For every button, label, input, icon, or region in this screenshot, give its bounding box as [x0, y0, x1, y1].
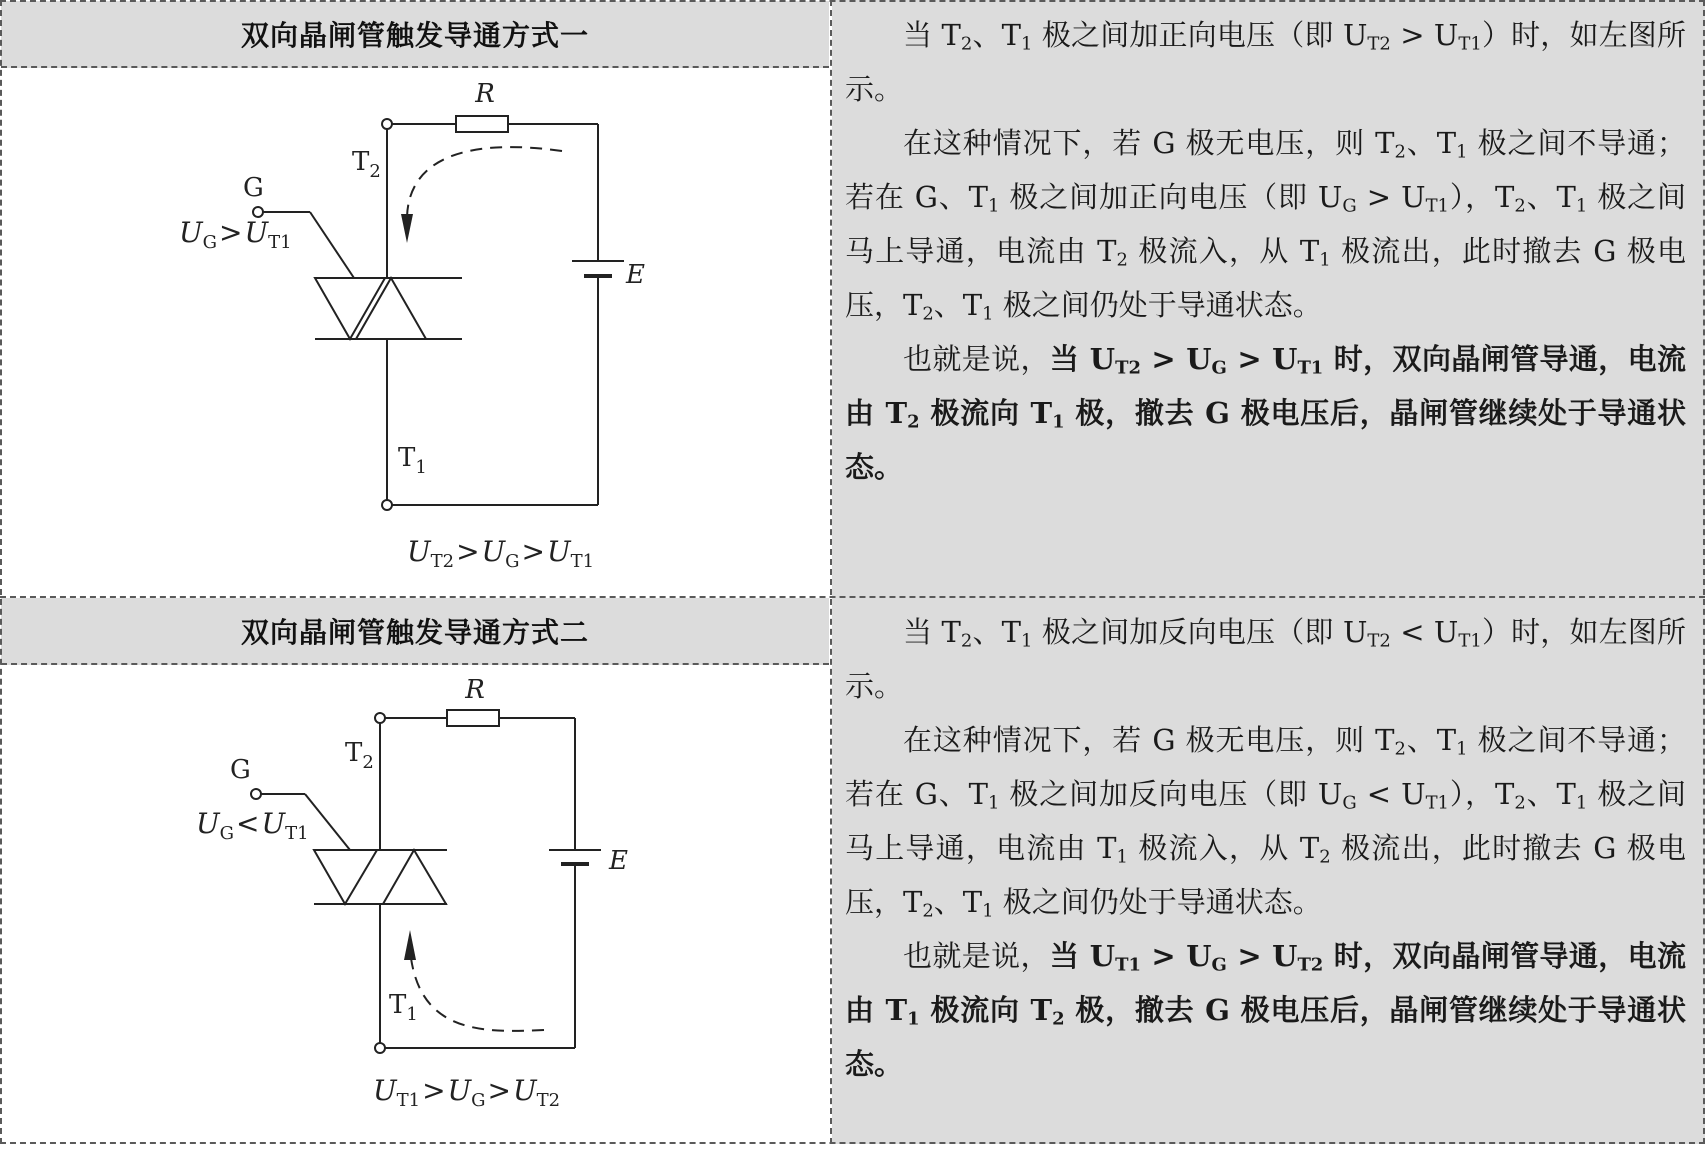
source-label: E	[626, 260, 645, 290]
gate-lead	[310, 212, 354, 278]
circuit-figure	[0, 68, 830, 592]
gate-lead	[305, 794, 350, 850]
resistor	[447, 710, 499, 726]
triac-triangle-down	[314, 850, 377, 904]
current-path	[410, 950, 544, 1031]
summary-paragraph: 也就是说，当 $U_{T1} > U_G > U_{T2}$ 时，双向晶闸管导通，电流由 $T_1$ 极流向 $T_2$ 极，撤去 G 极电压后，晶闸管继续处于导通状态。	[845, 939, 1687, 1081]
current-path	[407, 147, 562, 223]
bottom-condition: $U_{T2}>U_G>U_{T1}$	[407, 535, 595, 572]
column-divider	[830, 0, 832, 1144]
summary-paragraph: 也就是说，当 $U_{T2} > U_G > U_{T1}$ 时，双向晶闸管导通，电流由 $T_2$ 极流向 $T_1$ 极，撤去 G 极电压后，晶闸管继续处于导通状态。	[845, 342, 1687, 484]
paragraph: 在这种情况下，若 G 极无电压，则 $T_2$、$T_1$ 极之间不导通；若在 G、$T_1$ 极之间加反向电压（即 $U_G < U_{T1}$），$T_2$、$T_1$ 极之间马上导通，电流由 $T_1$ 极流入，从 $T_2$ 极流出，此时撤去 G 极电压，$T_2$、$T_1$ 极之间仍处于导通状态。	[845, 723, 1687, 922]
bottom-condition: $U_{T1}>U_G>U_{T2}$	[373, 1074, 561, 1111]
gate-label: G	[230, 755, 251, 785]
t1-terminal	[382, 500, 392, 510]
t2-label: $T_2$	[352, 147, 381, 182]
t1-label: $T_1$	[398, 443, 427, 478]
current-arrow	[401, 214, 413, 243]
figure-panel	[0, 0, 830, 597]
section-mode-2	[0, 597, 1705, 1144]
triac-circuit-diagram	[0, 68, 830, 588]
row-divider	[0, 596, 1705, 598]
t2-label: $T_2$	[345, 738, 374, 773]
triac-triangle-up	[383, 850, 446, 904]
gate-terminal	[251, 789, 261, 799]
source-label: E	[609, 846, 628, 876]
gate-condition: $U_G<U_{T1}$	[196, 807, 309, 844]
t1-label: $T_1$	[389, 990, 418, 1025]
t2-terminal	[382, 119, 392, 129]
resistor	[456, 116, 508, 132]
figure-panel	[0, 597, 830, 1144]
paragraph: 当 $T_2$、$T_1$ 极之间加正向电压（即 $U_{T2} > U_{T1}$）时，如左图所示。	[845, 18, 1686, 106]
t1-terminal	[375, 1043, 385, 1053]
resistor-label: R	[475, 79, 495, 109]
section-title: 双向晶闸管触发导通方式一	[1, 1, 829, 68]
gate-label: G	[243, 173, 264, 203]
paragraph: 在这种情况下，若 G 极无电压，则 $T_2$、$T_1$ 极之间不导通；若在 G、$T_1$ 极之间加正向电压（即 $U_G > U_{T1}$），$T_2$、$T_1$ 极之间马上导通，电流由 $T_2$ 极流入，从 $T_1$ 极流出，此时撤去 G 极电压，$T_2$、$T_1$ 极之间仍处于导通状态。	[845, 126, 1687, 325]
section-title: 双向晶闸管触发导通方式二	[1, 598, 829, 665]
description-panel	[832, 597, 1705, 1144]
t2-terminal	[375, 713, 385, 723]
paragraph: 当 $T_2$、$T_1$ 极之间加反向电压（即 $U_{T2} < U_{T1}$）时，如左图所示。	[845, 615, 1686, 703]
resistor-label: R	[465, 675, 485, 705]
gate-condition: $U_G>U_{T1}$	[179, 216, 292, 253]
triac-circuit-diagram	[0, 665, 830, 1145]
current-arrow	[404, 930, 416, 960]
circuit-figure	[0, 665, 830, 1149]
description-panel	[832, 0, 1705, 597]
